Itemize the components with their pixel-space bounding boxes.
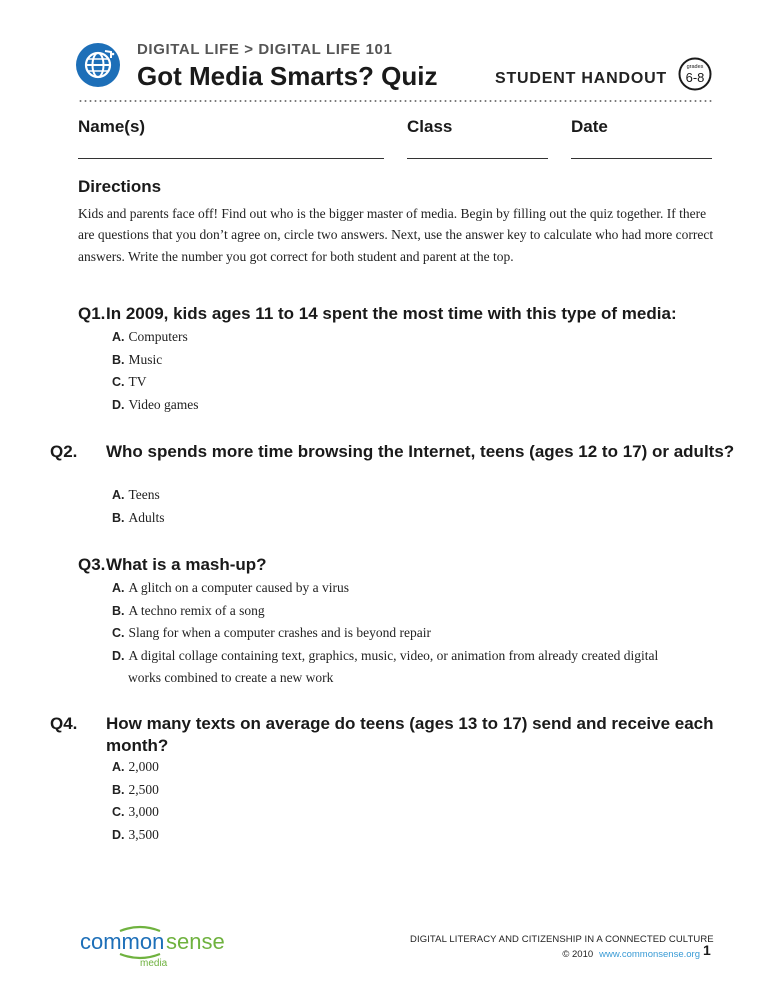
class-write-line[interactable] (407, 158, 548, 159)
logo-sense: sense (166, 929, 225, 954)
grades-range: 6-8 (685, 70, 705, 85)
option-text: Video games (128, 396, 199, 412)
footer-copyright-line (410, 949, 700, 960)
directions-body: Kids and parents face off! Find out who is the bigger master of media. Begin by filling out the quiz together. If there are questions that you don’t agree on, circle two answers. Next, use the answer key to calculate who had more correct answers. Write the number you got correct for both student and parent at the top. (78, 206, 714, 264)
option-b[interactable] (112, 349, 199, 372)
names-field-label: Name(s) (78, 117, 146, 136)
question-2-options (112, 484, 165, 529)
option-b[interactable] (112, 600, 668, 623)
page-number: 1 (703, 942, 711, 958)
option-letter: D. (112, 648, 125, 663)
logo-common: common (80, 929, 165, 954)
option-text: Adults (128, 509, 165, 525)
option-letter: B. (112, 782, 125, 797)
question-3-options (112, 577, 668, 689)
option-text: Computers (128, 329, 188, 344)
question-number: Q1. (78, 304, 106, 323)
option-letter: C. (112, 375, 125, 389)
question-number: Q3. (78, 555, 106, 574)
directions-heading: Directions (78, 177, 162, 196)
option-text: A glitch on a computer caused by a virus (128, 580, 349, 595)
option-d[interactable] (112, 824, 159, 847)
option-d[interactable] (112, 394, 199, 417)
option-letter: D. (112, 397, 125, 412)
option-letter: B. (112, 603, 125, 618)
question-2-title (50, 441, 746, 463)
option-text: A techno remix of a song (128, 602, 265, 618)
option-text: 2,500 (128, 781, 159, 797)
option-letter: A. (112, 488, 125, 502)
question-4-options (112, 756, 159, 846)
section-kicker: DIGITAL LIFE > DIGITAL LIFE 101 (137, 41, 393, 58)
option-letter: C. (112, 805, 125, 819)
question-4-title (50, 713, 746, 757)
option-text: 3,000 (128, 804, 159, 819)
grades-word: grades (686, 64, 704, 70)
question-number: Q4. (50, 714, 78, 733)
question-1-options (112, 326, 199, 416)
footer-tagline: DIGITAL LITERACY AND CITIZENSHIP IN A CONNECTED CULTURE (410, 934, 714, 945)
question-text: In 2009, kids ages 11 to 14 spent the most time with this type of media: (106, 304, 677, 323)
question-3-title (78, 554, 267, 576)
option-letter: A. (112, 760, 125, 774)
option-c[interactable] (112, 622, 668, 645)
class-field-label: Class (407, 117, 453, 136)
question-1-title (78, 303, 677, 325)
option-a[interactable] (112, 756, 159, 779)
question-text: What is a mash-up? (106, 555, 267, 574)
date-write-line[interactable] (571, 158, 712, 159)
question-text: How many texts on average do teens (ages 13 to 17) send and receive each month? (106, 714, 714, 755)
logo-media: media (140, 958, 168, 969)
question-number: Q2. (50, 442, 78, 461)
option-letter: B. (112, 352, 125, 367)
option-d[interactable] (112, 645, 668, 689)
option-c[interactable] (112, 801, 159, 824)
handout-label: STUDENT HANDOUT (495, 70, 667, 87)
option-text: 3,500 (128, 826, 159, 842)
dotted-divider (78, 100, 714, 102)
option-text: Music (128, 351, 163, 367)
names-write-line[interactable] (78, 158, 384, 159)
option-text: TV (128, 374, 147, 389)
grade-range-badge (678, 57, 712, 91)
option-letter: D. (112, 827, 125, 842)
option-a[interactable] (112, 577, 668, 600)
option-a[interactable] (112, 326, 199, 349)
option-text: A digital collage containing text, graphics, music, video, or animation from already created digital works combined to create a new work (128, 647, 659, 685)
globe-icon (75, 42, 121, 88)
date-field-label: Date (571, 117, 608, 136)
option-text: Slang for when a computer crashes and is beyond repair (128, 625, 432, 640)
option-a[interactable] (112, 484, 165, 507)
option-c[interactable] (112, 371, 199, 394)
option-letter: C. (112, 626, 125, 640)
option-text: Teens (128, 487, 160, 502)
option-letter: A. (112, 581, 125, 595)
page-title: Got Media Smarts? Quiz (137, 61, 438, 91)
option-b[interactable] (112, 507, 165, 530)
footer-copyright: © 2010 (562, 949, 594, 960)
option-b[interactable] (112, 779, 159, 802)
option-text: 2,000 (128, 759, 159, 774)
option-letter: B. (112, 510, 125, 525)
question-text: Who spends more time browsing the Internet, teens (ages 12 to 17) or adults? (106, 442, 735, 461)
option-letter: A. (112, 330, 125, 344)
footer-url-link[interactable]: www.commonsense.org (599, 949, 700, 960)
common-sense-media-logo (80, 925, 240, 969)
